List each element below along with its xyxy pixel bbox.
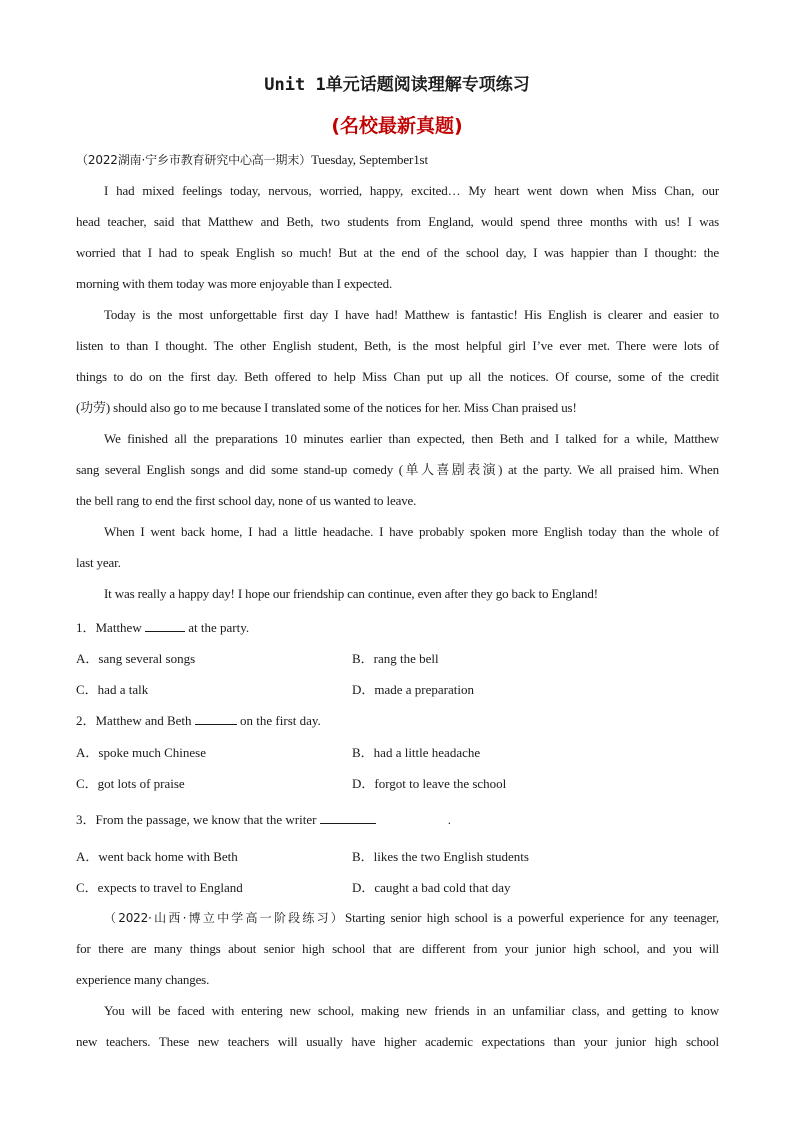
passage-line: the bell rang to end the first school day, none of us wanted to leave.: [76, 493, 417, 508]
passage-line: for there are many things about senior high school that are different from your junior high school, and you will: [76, 941, 719, 956]
passage-source: （2022·山西·博立中学高一阶段练习）: [104, 911, 346, 925]
question-stem: 1．Matthew: [76, 620, 142, 635]
passage-line: We finished all the preparations 10 minutes earlier than expected, then Beth and I talked for a while, Matthew: [104, 431, 719, 446]
option-b: B．rang the bell: [352, 651, 439, 666]
passage-line: last year.: [76, 555, 121, 570]
passage-line: new teachers. These new teachers will usually have higher academic expectations than your junior high school: [76, 1034, 719, 1049]
option-c: C．had a talk: [76, 682, 149, 697]
option-c: C．got lots of praise: [76, 776, 185, 791]
page-subtitle: (名校最新真题): [331, 115, 463, 137]
passage-line: Starting senior high school is a powerful experience for any teenager,: [345, 910, 719, 925]
passage-line: things to do on the first day. Beth offered to help Miss Chan put up all the notices. Of course, some of the credit: [76, 369, 719, 384]
question-stem: 3．From the passage, we know that the writer: [76, 812, 317, 827]
option-c: C．expects to travel to England: [76, 880, 243, 895]
question-1: [76, 618, 249, 638]
answer-blank: [145, 619, 185, 632]
question-stem: 2．Matthew and Beth: [76, 713, 192, 728]
page-title: Unit 1单元话题阅读理解专项练习: [264, 75, 530, 95]
question-stem-end: .: [447, 812, 451, 827]
passage-line: (功劳) should also go to me because I translated some of the notices for her. Miss Chan praised us!: [76, 400, 577, 415]
option-b: B．had a little headache: [352, 745, 481, 760]
option-d: D．caught a bad cold that day: [352, 880, 511, 895]
question-2: [76, 711, 321, 731]
passage-line: It was really a happy day! I hope our friendship can continue, even after they go back to England!: [104, 586, 598, 601]
passage-line: worried that I had to speak English so much! But at the end of the school day, I was happier than I thought: the: [76, 245, 719, 260]
passage-1-source-line: [76, 144, 719, 175]
passage-date: Tuesday, September1st: [311, 152, 428, 167]
question-stem-end: at the party.: [188, 620, 250, 635]
option-b: B．likes the two English students: [352, 849, 529, 864]
passage-line: When I went back home, I had a little headache. I have probably spoken more English today than the whole of: [104, 524, 719, 539]
passage-2: [76, 902, 719, 1057]
passage-line: You will be faced with entering new school, making new friends in an unfamiliar class, and getting to know: [104, 1003, 719, 1018]
passage-2-first-line: [76, 902, 719, 933]
option-a: A．spoke much Chinese: [76, 745, 206, 760]
passage-line: listen to than I thought. The other English student, Beth, is the most helpful girl I’ve ever met. There were lots of: [76, 338, 719, 353]
passage-source: （2022湖南·宁乡市教育研究中心高一期末）: [76, 153, 312, 167]
passage-line: morning with them today was more enjoyable than I expected.: [76, 276, 393, 291]
passage-line: head teacher, said that Matthew and Beth, two students from England, would spend three months with us! I was: [76, 214, 719, 229]
question-stem-end: on the first day.: [240, 713, 321, 728]
passage-line: sang several English songs and did some stand-up comedy (单人喜剧表演) at the party. We all praised him. When: [76, 462, 719, 477]
answer-blank: [195, 712, 237, 725]
answer-blank: [320, 811, 376, 824]
option-d: D．forgot to leave the school: [352, 776, 507, 791]
passage-line: experience many changes.: [76, 972, 210, 987]
question-3: [76, 810, 451, 830]
option-a: A．sang several songs: [76, 651, 196, 666]
passage-line: Today is the most unforgettable first day I have had! Matthew is fantastic! His English is clearer and easier to: [104, 307, 719, 322]
passage-1: [76, 144, 719, 609]
passage-line: I had mixed feelings today, nervous, worried, happy, excited… My heart went down when Miss Chan, our: [104, 183, 719, 198]
option-d: D．made a preparation: [352, 682, 475, 697]
option-a: A．went back home with Beth: [76, 849, 238, 864]
